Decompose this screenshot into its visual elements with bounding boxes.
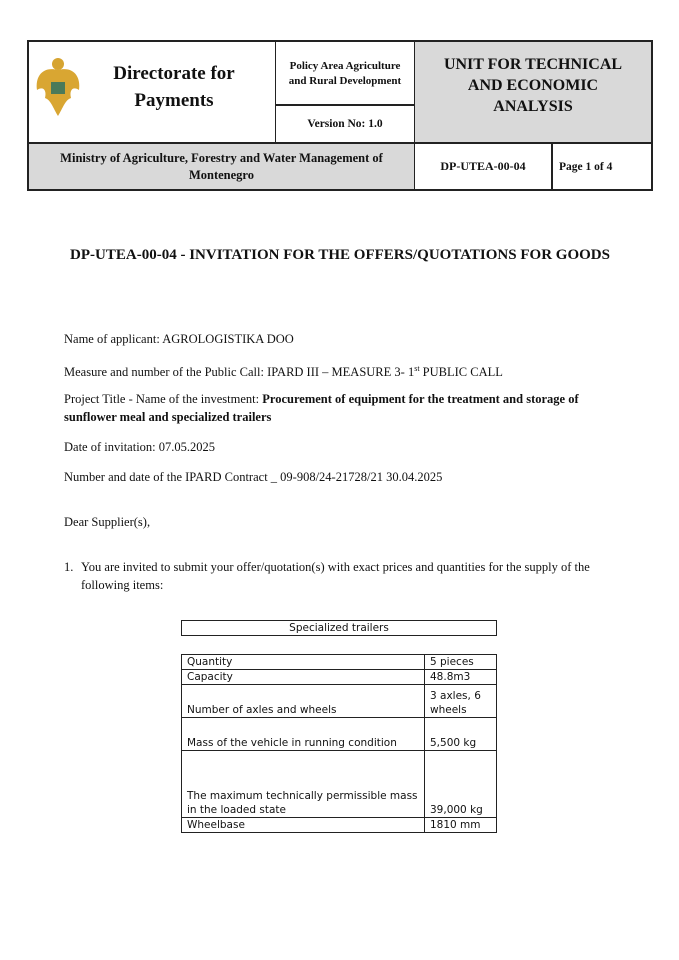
row-label: Number of axles and wheels (182, 685, 425, 718)
specs-table (181, 654, 497, 833)
table-row (182, 670, 497, 685)
row-value: 5,500 kg (425, 718, 497, 751)
row-value: 3 axles, 6 wheels (425, 685, 497, 718)
date-line (64, 438, 215, 456)
montenegro-coat-of-arms-icon (33, 56, 83, 118)
table-row (182, 685, 497, 718)
measure-line (64, 360, 503, 381)
row-value: 39,000 kg (425, 751, 497, 818)
contract-label: Number and date of the IPARD Contract _ (64, 470, 281, 484)
row-label: Mass of the vehicle in running condition (182, 718, 425, 751)
ministry-name: Ministry of Agriculture, Forestry and Water Management of Montenegro (29, 144, 414, 189)
contract-line (64, 468, 442, 486)
row-label: Quantity (182, 655, 425, 670)
row-value: 1810 mm (425, 818, 497, 833)
table-row (182, 818, 497, 833)
page-number: Page 1 of 4 (559, 160, 613, 173)
table-title: Specialized trailers (181, 620, 497, 636)
item-1-number: 1. (64, 560, 74, 574)
directorate-title: Directorate for Payments (113, 63, 235, 111)
item-1-text: You are invited to submit your offer/quotation(s) with exact prices and quantities for the supply of the following items: (81, 560, 590, 592)
applicant-value: AGROLOGISTIKA DOO (162, 332, 294, 346)
applicant-label: Name of applicant: (64, 332, 163, 346)
contract-value: 09-908/24-21728/21 30.04.2025 (280, 470, 443, 484)
row-label: Capacity (182, 670, 425, 685)
table-row (182, 718, 497, 751)
policy-area: Policy Area Agriculture and Rural Development (288, 59, 402, 87)
project-value: Procurement of equipment for the treatment and storage of sunflower meal and specialized trailers (64, 392, 579, 424)
row-label: Wheelbase (182, 818, 425, 833)
table-row (182, 655, 497, 670)
row-value: 48.8m3 (425, 670, 497, 685)
document-code: DP-UTEA-00-04 (440, 159, 526, 173)
project-label: Project Title - Name of the investment: (64, 392, 263, 406)
table-row (182, 751, 497, 818)
document-title: DP-UTEA-00-04 - INVITATION FOR THE OFFERS/QUOTATIONS FOR GOODS (70, 247, 610, 263)
measure-label: Measure and number of the Public Call: (64, 365, 268, 380)
measure-tail: PUBLIC CALL (419, 365, 503, 380)
document-header (27, 40, 653, 191)
project-line (64, 390, 620, 426)
row-value: 5 pieces (425, 655, 497, 670)
date-label: Date of invitation: (64, 440, 159, 454)
greeting: Dear Supplier(s), (64, 515, 151, 529)
applicant-line (64, 330, 294, 348)
directorate-cell (29, 42, 275, 142)
measure-superscript: st (414, 364, 420, 373)
row-label: The maximum technically permissible mass in the loaded state (182, 751, 425, 818)
date-value: 07.05.2025 (158, 440, 216, 454)
measure-value: IPARD III – MEASURE 3- 1 (267, 365, 415, 380)
unit-title: UNIT FOR TECHNICAL AND ECONOMIC ANALYSIS (415, 42, 651, 142)
version-number: Version No: 1.0 (307, 118, 383, 130)
